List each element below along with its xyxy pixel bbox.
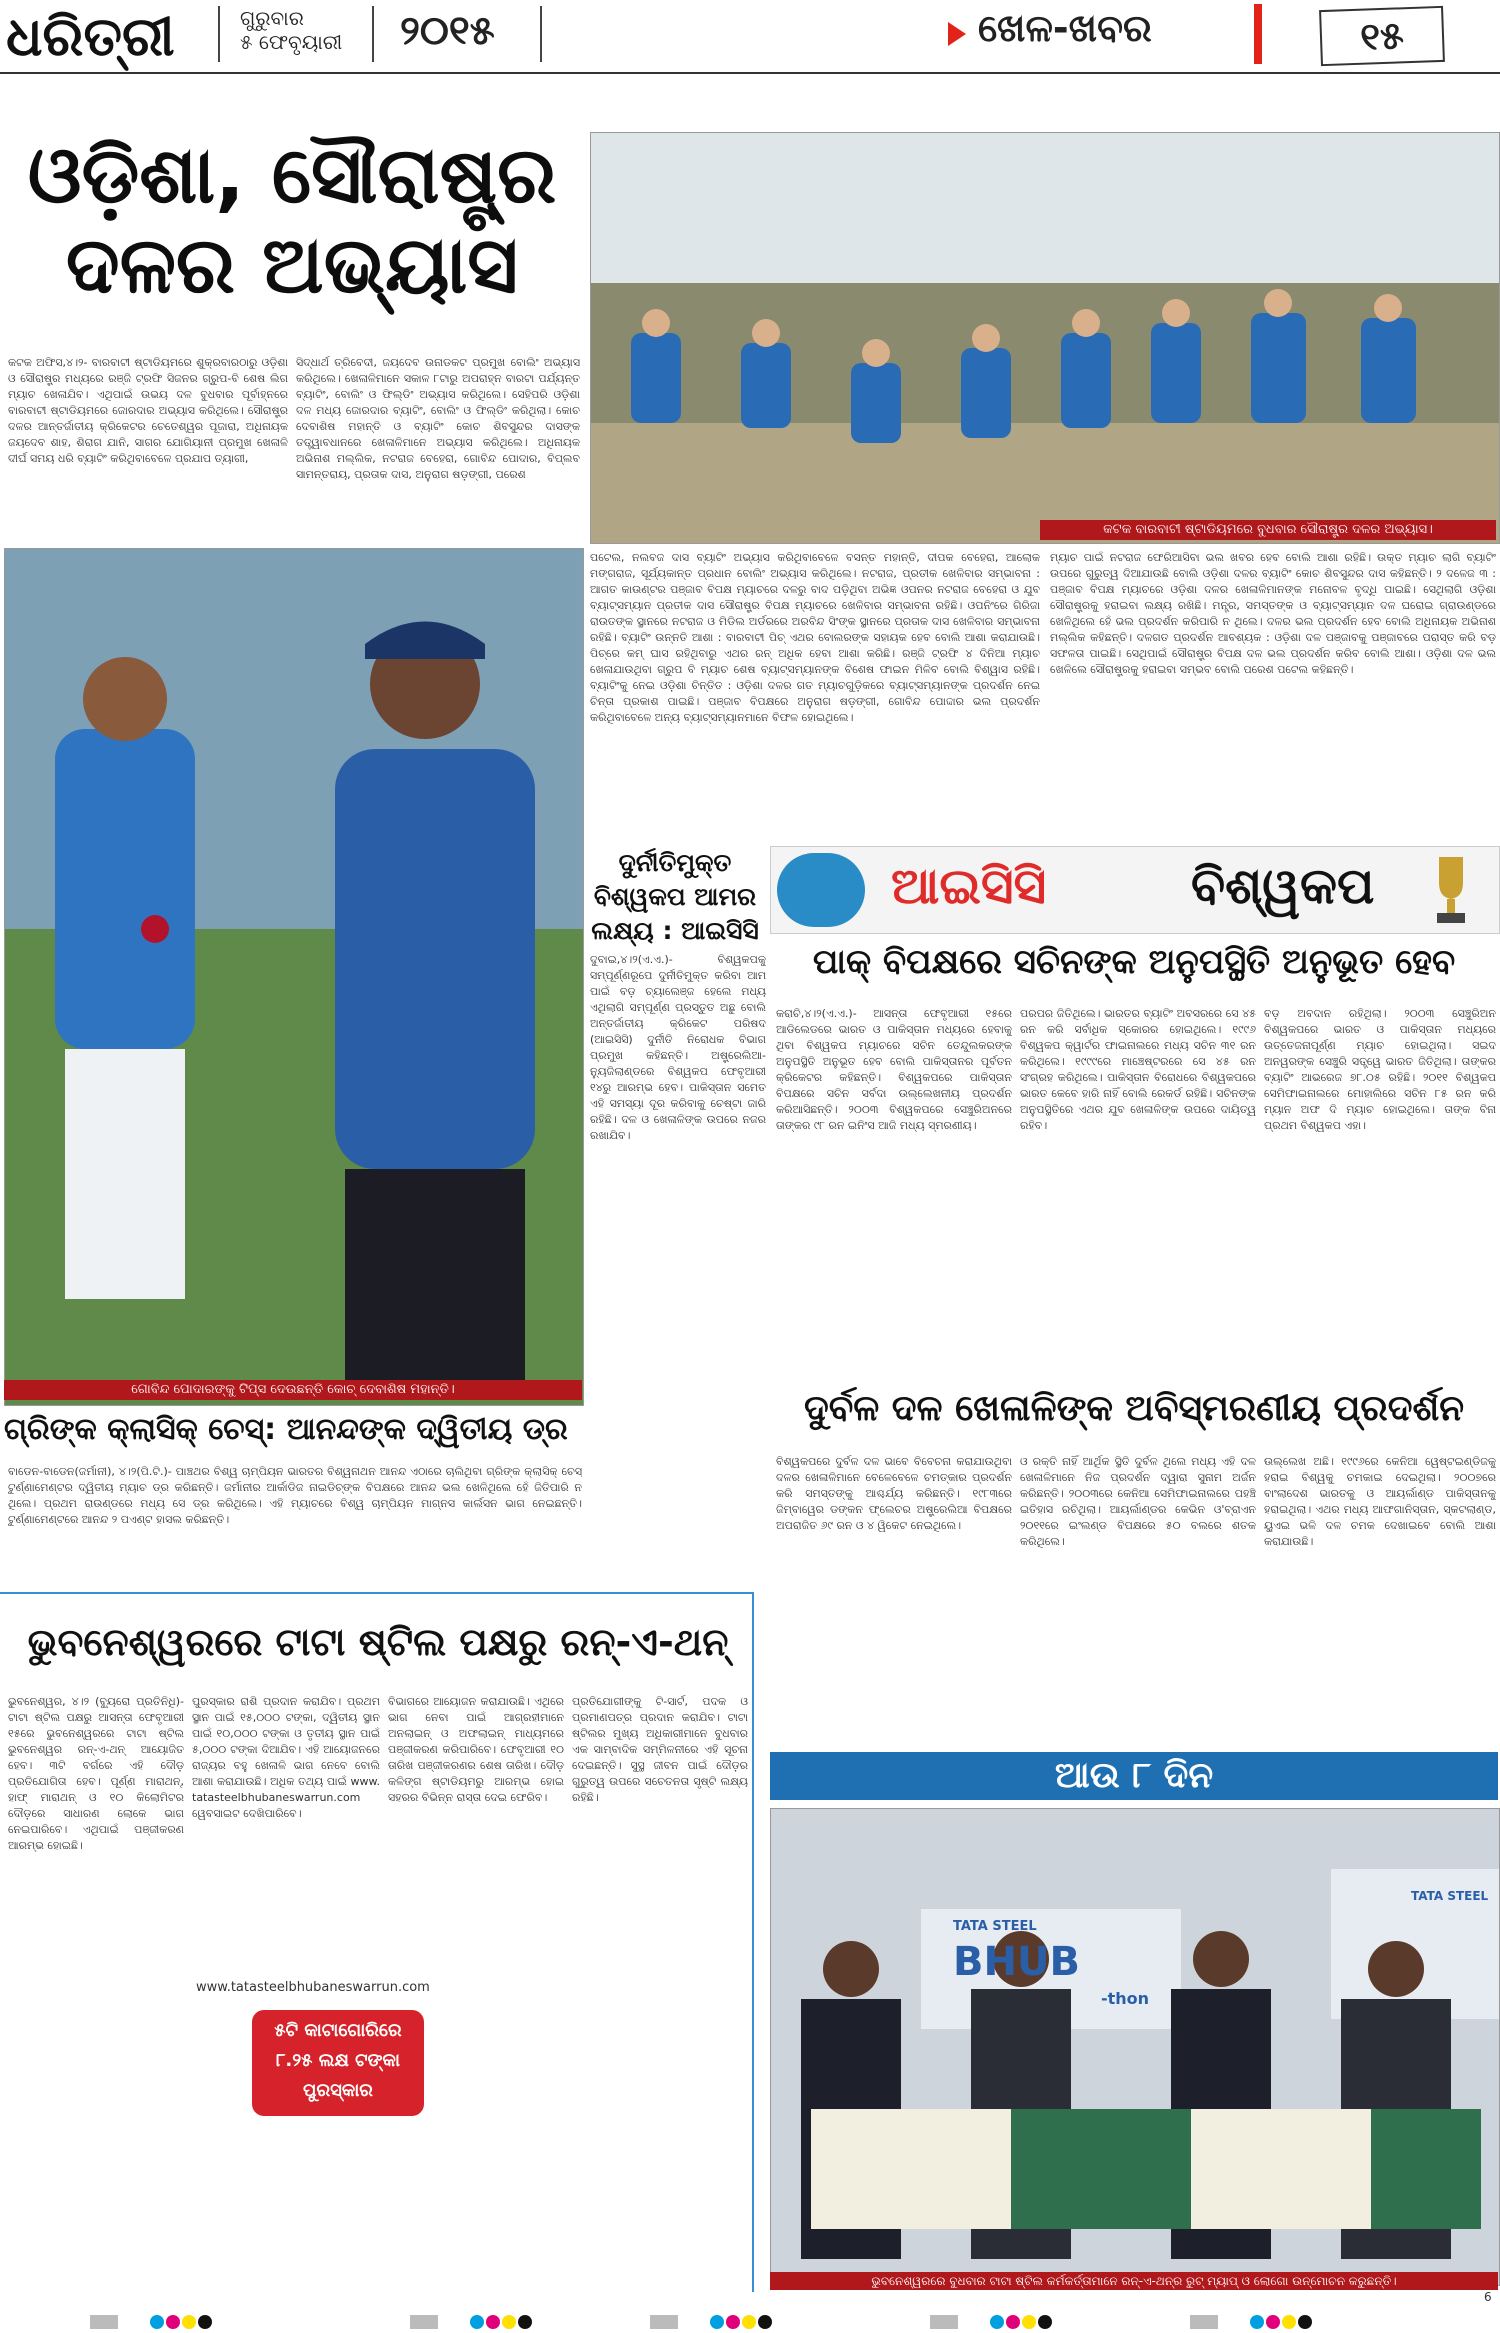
wc-article2-col3: ଉଲ୍ଲେଖ ଅଛି। ୧୯୯୬ରେ କେନିଆ ୱେଷ୍ଟଇଣ୍ଡିଜକୁ ହରାଇ ବିଶ୍ୱକୁ ଚମକାଇ ଦେଇଥିଲା। ୨୦୦୭ରେ ବାଂଲାଦେଶ ଭାରତକୁ ଓ ଆୟର୍ଲାଣ୍ଡ ପାକିସ୍ତାନକୁ ହରାଇଥିଲା। ଏଥର ମଧ୍ୟ ଆଫଗାନିସ୍ତାନ, ସ୍କଟଲାଣ୍ଡ, ୟୁଏଇ ଭଳି ଦଳ ଚମକ ଦେଖାଇବେ ବୋଲି ଆଶା କରାଯାଉଛି।	[1264, 1455, 1496, 1548]
newspaper-logo: ଧରିତ୍ରୀ	[6, 4, 175, 68]
story2-headline-line1: ଦୁର୍ନୀତିମୁକ୍ତ	[618, 848, 732, 877]
story2-headline-line2: ବିଶ୍ୱକପ ଆମର	[593, 882, 757, 911]
story1-headline-line1: ଓଡ଼ିଶା, ସୌରାଷ୍ଟ୍ର	[27, 131, 557, 221]
wc-banner-title1: ଆଇସିସି	[891, 857, 1047, 915]
color-dots	[150, 2314, 214, 2333]
section-title: ଖେଳ-ଖବର	[978, 6, 1152, 50]
event-banner-brand: TATA STEEL	[953, 1919, 1037, 1934]
coach-photo	[4, 548, 584, 1406]
event-photo-caption: ଭୁବନେଶ୍ୱରରେ ବୁଧବାର ଟାଟା ଷ୍ଟିଲ କର୍ମକର୍ତ୍ତାମାନେ ରନ୍-ଏ-ଥନ୍‌ର ରୁଟ୍ ମ୍ୟାପ୍ ଓ ଲୋଗୋ ଉନ୍ମୋଚନ କରୁଛନ୍ତି।	[770, 2272, 1498, 2290]
story4-frame-top	[0, 1592, 752, 1594]
registration-mark	[650, 2314, 684, 2333]
wc-countdown: ଆଉ ୮ ଦିନ	[770, 1752, 1498, 1800]
tata-steel-event-photo	[771, 1809, 1499, 2285]
registration-mark	[90, 2314, 124, 2333]
coach-player-photo	[5, 549, 583, 1405]
story3-headline: ଗ୍ରିଙ୍କ କ୍ଲାସିକ୍ ଚେସ୍: ଆନନ୍ଦଙ୍କ ଦ୍ୱିତୀୟ ଡ୍ର	[4, 1412, 568, 1447]
registration-mark	[930, 2314, 964, 2333]
masthead-divider	[218, 6, 220, 62]
masthead-divider	[540, 6, 542, 62]
story1-photo	[590, 132, 1500, 544]
wc-banner	[770, 846, 1500, 934]
wc-article1-col1: କରାଚି,୪।୨(ଏ.ଏ.)- ଆସନ୍ତା ଫେବୃଆରୀ ୧୫ରେ ଆଡିଲେଡରେ ଭାରତ ଓ ପାକିସ୍ତାନ ମଧ୍ୟରେ ହେବାକୁ ଥିବା ବିଶ୍ୱକପ ମ୍ୟାଚରେ ସଚିନ ତେନ୍ଦୁଲକରଙ୍କ ଅନୁପସ୍ଥିତି ଅନୁଭୂତ ହେବ ବୋଲି ପାକିସ୍ତାନର ପୂର୍ବତନ କ୍ରିକେଟର କହିଛନ୍ତି। ବିଶ୍ୱକପରେ ପାକିସ୍ତାନ ବିପକ୍ଷରେ ସଚିନ ସର୍ବଦା ଉଲ୍ଲେଖନୀୟ ପ୍ରଦର୍ଶନ କରିଆସିଛନ୍ତି। ୨୦୦୩ ବିଶ୍ୱକପରେ ସେଞ୍ଚୁରିଅନରେ ତାଙ୍କର ୯୮ ରନ ଇନିଂସ ଆଜି ମଧ୍ୟ ସ୍ମରଣୀୟ।	[776, 1007, 1012, 1132]
story4-col1: ଭୁବନେଶ୍ୱର, ୪।୨ (ବ୍ୟୁରୋ ପ୍ରତିନିଧି)- ଟାଟା ଷ୍ଟିଲ ପକ୍ଷରୁ ଆସନ୍ତା ଫେବୃଆରୀ ୧୫ରେ ଭୁବନେଶ୍ୱରରେ ଟାଟା ଷ୍ଟିଲ ଭୁବନେଶ୍ୱର ରନ୍-ଏ-ଥନ୍ ଆୟୋଜିତ ହେବ। ୩ଟି ବର୍ଗରେ ଏହି ଦୌଡ଼ ପ୍ରତିଯୋଗିତା ହେବ। ପୂର୍ଣ୍ଣ ମାରାଥନ୍, ହାଫ୍ ମାରାଥନ୍ ଓ ୧୦ କିଲୋମିଟର ଦୌଡ଼ରେ ସାଧାରଣ ଲୋକେ ଭାଗ ନେଇପାରିବେ। ଏଥିପାଇଁ ପଞ୍ଜୀକରଣ ଆରମ୍ଭ ହୋଇଛି।	[8, 1695, 184, 1852]
prize-callout-line1: ୫ଟି କାଟାଗୋରିରେ	[274, 2020, 402, 2041]
story1-col3: ପଟେଲ, ନଲବଜ ଦାସ ବ୍ୟାଟିଂ ଅଭ୍ୟାସ କରିଥିବାବେଳେ ବସନ୍ତ ମହାନ୍ତି, ଦୀପକ ବେହେରା, ଆଲୋକ ମଙ୍ଗରାଜ, ସୂର୍ଯ୍ୟକାନ୍ତ ପ୍ରଧାନ ବୋଲିଂ ଅଭ୍ୟାସ କରିଥିଲେ। ନଟରାଜ, ପ୍ରତୀକ ଖେଳିବାର ସମ୍ଭାବନା : ଆଗତ କାଉଣ୍ଟର ପଞ୍ଜାବ ବିପକ୍ଷ ମ୍ୟାଚରେ ଦଳରୁ ବାଦ ପଡ଼ିଥିବା ଅଭିଜ୍ଞ ଓପନର ନଟରାଜ ବେହେରା ଓ ଯୁବ ବ୍ୟାଟ୍ସମ୍ୟାନ ପ୍ରତୀକ ଦାସ ସୌରାଷ୍ଟ୍ର ବିପକ୍ଷ ମ୍ୟାଚରେ ଖେଳିବାର ସମ୍ଭାବନା ରହିଛି। ଓପନିଂରେ ଗିରିଜା ରାଉତଙ୍କ ସ୍ଥାନରେ ନଟରାଜ ଓ ମିଡିଲ ଅର୍ଡରରେ ଅରବିନ୍ଦ ସିଂଙ୍କ ସ୍ଥାନରେ ପ୍ରତାକ ଦାସ ଖେଳିବାର ସମ୍ଭାବନା ରହିଛି। ବ୍ୟାଟିଂ ଉନ୍ନତି ଆଶା : ବାରବାଟୀ ପିଚ୍ ଏଥର ବୋଲରଙ୍କ ସହାୟକ ହେବ ବୋଲି ଆଶା କରାଯାଉଛି। ପିଚ୍‌ରେ କମ୍ ଘାସ ରହିଥିବାରୁ ଏଥର ରନ୍ ଅଧିକ ହେବା ଆଶା କରିଛି। ରଞ୍ଜି ଟ୍ରଫି ୪ ଦିନିଆ ମ୍ୟାଚ ଖେଳାଯାଉଥିବା ଗ୍ରୁପ ବି ମ୍ୟାଚ ଶେଷ ବ୍ୟାଟ୍ସମ୍ୟାନଙ୍କ ବିଶେଷ ଫାଇନ ମିଳିବ ବୋଲି ବିଶ୍ୱାସ ରହିଛି। ବ୍ୟାଟିଂକୁ ନେଇ ଓଡ଼ିଶା ଚିନ୍ତିତ : ଓଡ଼ିଶା ଦଳର ଗତ ମ୍ୟାଚଗୁଡ଼ିକରେ ବ୍ୟାଟ୍ସମ୍ୟାନଙ୍କ ପ୍ରଦର୍ଶନ ନେଇ ଚିନ୍ତା ପ୍ରକାଶ ପାଇଛି। ପଞ୍ଜାବ ବିପକ୍ଷରେ ଅନୁରାଗ ଷଡ଼ଙ୍ଗୀ, ଗୋବିନ୍ଦ ପୋଦ୍ଦାର ଭଲ ପ୍ରଦର୍ଶନ କରିଥିବାବେଳେ ଅନ୍ୟ ବ୍ୟାଟ୍ସମ୍ୟାନମାନେ ବିଫଳ ହୋଇଥିଲେ।	[590, 551, 1040, 724]
story1-col4: ମ୍ୟାଚ ପାଇଁ ନଟରାଜ ଫେରିଆସିବା ଭଲ ଖବର ହେବ ବୋଲି ଆଶା ରହିଛି। ଉକ୍ତ ମ୍ୟାଚ ଲାଗି ବ୍ୟାଟିଂ ଉପରେ ଗୁରୁତ୍ୱ ଦିଆଯାଉଛି ବୋଲି ଓଡ଼ିଶା ଦଳର ବ୍ୟାଟିଂ କୋଚ ଶିବସୁନ୍ଦର ଦାସ କହିଛନ୍ତି। ୨ ଦଳେଜ ୩ : ପଞ୍ଜାବ ବିପକ୍ଷ ମ୍ୟାଚରେ ଓଡ଼ିଶା ଦଳର ଖେଳାଳିମାନଙ୍କ ମନୋବଳ ବୃଦ୍ଧି ପାଇଛି। ସେଥିଲାଗି ଓଡ଼ିଶା ସୌରାଷ୍ଟ୍ରକୁ ହରାଇବା ଲକ୍ଷ୍ୟ ରଖିଛି। ମନ୍ତ୍ର, ସମସ୍ତଙ୍କ ଓ ବ୍ୟାଟ୍ସମ୍ୟାନ ଦଳ ଘରୋଇ ଗ୍ରାଉଣ୍ଡରେ ଖେଳିଥିଲେ ହେଁ ଭଲ ପ୍ରଦର୍ଶନ କରିପାରି ନ ଥିଲେ। ଦଳର ଭଲ ପ୍ରଦର୍ଶନ ହେବ ବୋଲି ଅଧିନାୟକ ଅଭିନାଶ ମଲ୍ଲିକ କହିଛନ୍ତି। ଦଳଗତ ପ୍ରଦର୍ଶନ ଆବଶ୍ୟକ : ଓଡ଼ିଶା ଦଳ ପଞ୍ଜାବକୁ ପଞ୍ଜାବରେ ପରାସ୍ତ କରି ବଡ଼ ସଫଳତା ପାଇଛି। ସେଥିପାଇଁ ସୌରାଷ୍ଟ୍ର ବିପକ୍ଷ ଦଳ ଭଲ ପ୍ରଦର୍ଶନ କରିବ ବୋଲି ଆଶା। ଓଡ଼ିଶା ଦଳ ଭଲ ଖେଳିଲେ ସୌରାଷ୍ଟ୍ରକୁ ହରାଇବା ସମ୍ଭବ ବୋଲି ପରେଶ ପଟେଲ କହିଛନ୍ତି।	[1050, 551, 1496, 676]
masthead-date	[240, 6, 342, 54]
wc-article1-col3: ବଡ଼ ଅବଦାନ ରହିଥିଲା। ୨୦୦୩ ସେଞ୍ଚୁରିଅନ ବିଶ୍ୱକପରେ ଭାରତ ଓ ପାକିସ୍ତାନ ମଧ୍ୟରେ ଉତ୍ତେଜନାପୂର୍ଣ୍ଣ ମ୍ୟାଚ ହୋଇଥିଲା। ସଇଦ ଅନୱରଙ୍କ ସେଞ୍ଚୁରି ସତ୍ତ୍ୱେ ଭାରତ ଜିତିଥିଲା। ତାଙ୍କର ବ୍ୟାଟିଂ ଆଭରେଜ ୭୮.୦୫ ରହିଛି। ୨୦୧୧ ବିଶ୍ୱକପ ସେମିଫାଇନାଲରେ ମୋହାଲିରେ ସଚିନ ୮୫ ରନ କରି ମ୍ୟାନ ଅଫ ଦି ମ୍ୟାଚ ହୋଇଥିଲେ। ତାଙ୍କ ବିନା ପ୍ରଥମ ବିଶ୍ୱକପ ଏହା।	[1264, 1007, 1496, 1132]
wc-article2-col1: ବିଶ୍ୱକପରେ ଦୁର୍ବଳ ଦଳ ଭାବେ ବିବେଚନା କରାଯାଉଥିବା ଦଳର ଖେଳାଳିମାନେ ବେଳେବେଳେ ଚମତ୍କାର ପ୍ରଦର୍ଶନ କରି ସମସ୍ତଙ୍କୁ ଆଶ୍ଚର୍ଯ୍ୟ କରିଛନ୍ତି। ୧୯୮୩ରେ ଜିମ୍ବାୱେର ଡଙ୍କନ ଫ୍ଲେଚର ଅଷ୍ଟ୍ରେଲିଆ ବିପକ୍ଷରେ ଅପରାଜିତ ୬୯ ରନ ଓ ୪ ୱିକେଟ ନେଇଥିଲେ।	[776, 1455, 1012, 1532]
story1-photo-caption: କଟକ ବାରବାଟୀ ଷ୍ଟାଡିୟମରେ ବୁଧବାର ସୌରାଷ୍ଟ୍ର ଦଳର ଅଭ୍ୟାସ।	[1040, 520, 1496, 540]
footer-page-number: 6	[1484, 2290, 1492, 2304]
wc-article1-col2: ପରପର ଜିତିଥିଲେ। ଭାରତର ବ୍ୟାଟିଂ ଅବସରରେ ସେ ୪୫ ରନ କରି ସର୍ବାଧିକ ସ୍କୋରର ହୋଇଥିଲେ। ୧୯୯୬ ବିଶ୍ୱକପ କ୍ୱାର୍ଟର ଫାଇନାଲରେ ମଧ୍ୟ ସଚିନ ୩୧ ରନ କରିଥିଲେ। ୧୯୯୯ରେ ମାଞ୍ଚେଷ୍ଟରରେ ସେ ୪୫ ରନ ସଂଗ୍ରହ କରିଥିଲେ। ପାକିସ୍ତାନ ବିରୋଧରେ ବିଶ୍ୱକପରେ ଭାରତ କେବେ ହାରି ନାହିଁ ବୋଲି ରେକର୍ଡ ରହିଛି। ସଚିନଙ୍କ ଅନୁପସ୍ଥିତିରେ ଏଥର ଯୁବ ଖେଳାଳିଙ୍କ ଉପରେ ଦାୟିତ୍ୱ ରହିବ।	[1020, 1007, 1256, 1132]
story1-col1: କଟକ ଅଫିସ,୪।୨- ବାରବାଟୀ ଷ୍ଟାଡିୟମରେ ଶୁକ୍ରବାରଠାରୁ ଓଡ଼ିଶା ଓ ସୌରାଷ୍ଟ୍ର ମଧ୍ୟରେ ରଞ୍ଜି ଟ୍ରଫି ସିଜନର ଗ୍ରୁପ-ବି ଶେଷ ଲିଗ ମ୍ୟାଚ ଖେଳାଯିବ। ଏଥିପାଇଁ ଉଭୟ ଦଳ ବୁଧବାର ପୂର୍ବାହ୍ନରେ ବାରବାଟୀ ଷ୍ଟାଡିୟମରେ ଜୋରଦାର ଅଭ୍ୟାସ କରିଥିଲେ। ସୌରାଷ୍ଟ୍ର ଦଳର ଆନ୍ତର୍ଜାତୀୟ କ୍ରିକେଟର ଚେତେଶ୍ୱର ପୂଜାରା, ଅଧିନାୟକ ଜୟଦେବ ଶାହ, ଶିରାଗ ଯାନି, ସାଗର ଯୋଗିୟାନୀ ପ୍ରମୁଖ ଖେଳାଳି ଦୀର୍ଘ ସମୟ ଧରି ବ୍ୟାଟିଂ କରିଥିବାବେଳେ ପ୍ରଯାପ ତ୍ୟାଗୀ,	[8, 356, 288, 465]
story4-col3: ବିଭାଗରେ ଆୟୋଜନ କରାଯାଉଛି। ଏଥିରେ ଭାଗ ନେବା ପାଇଁ ଆଗ୍ରହୀମାନେ ଅନଲାଇନ୍ ଓ ଅଫଲାଇନ୍ ମାଧ୍ୟମରେ ପଞ୍ଜୀକରଣ କରିପାରିବେ। ଫେବୃଆରୀ ୧୦ ତାରିଖ ପଞ୍ଜୀକରଣର ଶେଷ ତାରିଖ। ଦୌଡ଼ କଳିଙ୍ଗ ଷ୍ଟାଡିୟମରୁ ଆରମ୍ଭ ହୋଇ ସହରର ବିଭିନ୍ନ ରାସ୍ତା ଦେଇ ଫେରିବ।	[388, 1695, 564, 1804]
story4-headline: ଭୁବନେଶ୍ୱରରେ ଟାଟା ଷ୍ଟିଲ ପକ୍ଷରୁ ରନ୍-ଏ-ଥନ୍	[27, 1620, 729, 1664]
story3-body: ବାଡେନ-ବାଡେନ(ଜର୍ମାନୀ), ୪।୨(ପି.ଟି.)- ପାଞ୍ଚଥର ବିଶ୍ୱ ଚାମ୍ପିୟନ ଭାରତର ବିଶ୍ୱନାଥନ ଆନନ୍ଦ ଏଠାରେ ଚାଲିଥିବା ଗ୍ରିଙ୍କ କ୍ଲାସିକ୍ ଚେସ୍ ଟୁର୍ଣ୍ଣାମେଣ୍ଟର ଦ୍ୱିତୀୟ ମ୍ୟାଚ ଡ୍ର କରିଛନ୍ତି। ଜର୍ମାନୀର ଆର୍କାଡିଜ ନାଇଡିଚ୍‌ଙ୍କ ବିପକ୍ଷରେ ଆନନ୍ଦ ଭଲ ଖେଳିଥିଲେ ହେଁ ଜିତିପାରି ନ ଥିଲେ। ପ୍ରଥମ ରାଉଣ୍ଡରେ ମଧ୍ୟ ସେ ଡ୍ର କରିଥିଲେ। ଏହି ମ୍ୟାଚରେ ବିଶ୍ୱ ଚାମ୍ପିୟନ ମାଗ୍ନସ କାର୍ଲସନ ଭାଗ ନେଇଛନ୍ତି। ଟୁର୍ଣ୍ଣାମେଣ୍ଟରେ ଆନନ୍ଦ ୨ ପଏଣ୍ଟ ହାସଲ କରିଛନ୍ତି।	[8, 1465, 582, 1526]
masthead-day: ଗୁରୁବାର	[240, 6, 304, 30]
coach-photo-caption: ଗୋବିନ୍ଦ ପୋଦାରଙ୍କୁ ଟିପ୍ସ ଦେଉଛନ୍ତି କୋଚ୍ ଦେବାଶିଷ ମହାନ୍ତି।	[4, 1380, 582, 1400]
masthead	[0, 0, 1500, 70]
registration-mark	[1190, 2314, 1224, 2333]
color-dots	[470, 2314, 534, 2333]
story1-headline-line2: ଦଳର ଅଭ୍ୟାସ	[65, 220, 519, 311]
masthead-divider	[372, 6, 374, 62]
wc-article2-col2: ଓ ରକ୍ତି ନାହିଁ ଆର୍ଥିକ ସ୍ଥିତି ଦୁର୍ବଳ ଥିଲେ ମଧ୍ୟ ଏହି ଦଳ ଖେଳାଳିମାନେ ନିଜ ପ୍ରଦର୍ଶନ ଦ୍ୱାରା ସୁନାମ ଅର୍ଜନ କରିଛନ୍ତି। ୨୦୦୩ରେ କେନିଆ ସେମିଫାଇନାଲରେ ପହଞ୍ଚି ଇତିହାସ ରଚିଥିଲା। ଆୟର୍ଲାଣ୍ଡର କେଭିନ ଓ'ବ୍ରାଏନ ୨୦୧୧ରେ ଇଂଲଣ୍ଡ ବିପକ୍ଷରେ ୫୦ ବଲରେ ଶତକ କରିଥିଲେ।	[1020, 1455, 1256, 1548]
trophy-icon	[1421, 853, 1481, 927]
masthead-date-text: ୫ ଫେବୃୟାରୀ	[240, 30, 343, 54]
cricket-practice-photo	[591, 133, 1499, 543]
registration-mark	[410, 2314, 444, 2333]
story4-col2: ପୁରସ୍କାର ରାଶି ପ୍ରଦାନ କରାଯିବ। ପ୍ରଥମ ସ୍ଥାନ ପାଇଁ ୧୫,୦୦୦ ଟଙ୍କା, ଦ୍ୱିତୀୟ ସ୍ଥାନ ପାଇଁ ୧୦,୦୦୦ ଟଙ୍କା ଓ ତୃତୀୟ ସ୍ଥାନ ପାଇଁ ୫,୦୦୦ ଟଙ୍କା ଦିଆଯିବ। ଏହି ଆୟୋଜନରେ ରାଜ୍ୟର ବହୁ ଖେଳାଳି ଭାଗ ନେବେ ବୋଲି ଆଶା କରାଯାଉଛି। ଅଧିକ ତଥ୍ୟ ପାଇଁ www. tatasteelbhubaneswarrun.com ୱେବସାଇଟ ଦେଖିପାରିବେ।	[192, 1695, 380, 1820]
wc-banner-title2: ବିଶ୍ୱକପ	[1191, 857, 1375, 915]
play-icon	[948, 22, 966, 46]
prize-callout-line3: ପୁରସ୍କାର	[303, 2080, 373, 2101]
color-dots	[1250, 2314, 1314, 2333]
prize-callout-line2: ୮.୨୫ ଲକ୍ଷ ଟଙ୍କା	[276, 2050, 400, 2071]
section-accent-bar	[1254, 4, 1262, 64]
print-registration-marks	[0, 2310, 1500, 2332]
page-number: ୧୫	[1319, 6, 1445, 66]
story2-headline-line3: ଲକ୍ଷ୍ୟ : ଆଇସିସି	[591, 916, 759, 945]
prize-callout	[252, 2010, 424, 2116]
story1-headline	[0, 132, 584, 311]
story4-url: www.tatasteelbhubaneswarrun.com	[196, 1980, 430, 1995]
wc-headline1: ପାକ୍ ବିପକ୍ଷରେ ସଚିନଙ୍କ ଅନୁପସ୍ଥିତି ଅନୁଭୂତ ହେବ	[812, 942, 1456, 982]
event-photo	[770, 1808, 1500, 2286]
story1-col2: ସିଦ୍ଧାର୍ଥ ତ୍ରିବେଦୀ, ଜୟଦେବ ଉନାଡକଟ ପ୍ରମୁଖ ବୋଲିଂ ଅଭ୍ୟାସ କରିଥିଲେ। ଖେଳାଳିମାନେ ସକାଳ ୮ଟାରୁ ଅପରାହ୍ନ ବାରଟା ପର୍ଯ୍ୟନ୍ତ ବ୍ୟାଟିଂ, ବୋଲିଂ ଓ ଫିଲ୍ଡିଂ ଅଭ୍ୟାସ କରିଥିଲେ। ସେହିପରି ଓଡ଼ିଶା ଦଳ ମଧ୍ୟ ଜୋରଦାର ବ୍ୟାଟିଂ, ବୋଲିଂ ଓ ଫିଲ୍ଡିଂ କରିଥିଲା। କୋଚ ଦେବାଶିଷ ମହାନ୍ତି ଓ ବ୍ୟାଟିଂ କୋଚ ଶିବସୁନ୍ଦର ଦାସଙ୍କ ତତ୍ତ୍ୱାବଧାନରେ ଖେଳାଳିମାନେ ଅଭ୍ୟାସ କରିଥିଲେ। ଅଧିନାୟକ ଅଭିନାଶ ମଲ୍ଲିକ, ନଟରାଜ ବେହେରା, ଗୋବିନ୍ଦ ପୋଦାର, ବିପ୍ଲବ ସାମନ୍ତରାୟ, ପ୍ରତାକ ଦାସ, ଅନୁରାଗ ଷଡ଼ଙ୍ଗୀ, ପରେଶ	[296, 356, 580, 481]
tata-steel-logo-text: TATA STEEL	[1411, 1889, 1489, 1903]
story4-frame-right	[752, 1592, 754, 2292]
color-dots	[990, 2314, 1054, 2333]
story4-col4: ପ୍ରତିଯୋଗୀଙ୍କୁ ଟି-ସାର୍ଟ, ପଦକ ଓ ପ୍ରମାଣପତ୍ର ପ୍ରଦାନ କରାଯିବ। ଟାଟା ଷ୍ଟିଲର ମୁଖ୍ୟ ଅଧିକାରୀମାନେ ବୁଧବାର ଏକ ସାମ୍ବାଦିକ ସମ୍ମିଳନୀରେ ଏହି ସୂଚନା ଦେଇଛନ୍ତି। ସୁସ୍ଥ ଜୀବନ ପାଇଁ ଦୌଡ଼ର ଗୁରୁତ୍ୱ ଉପରେ ସଚେତନତା ସୃଷ୍ଟି ଲକ୍ଷ୍ୟ ରହିଛି।	[572, 1695, 748, 1804]
icc-logo-icon	[777, 853, 865, 927]
event-banner-text2: -thon	[1101, 1989, 1150, 2008]
color-dots	[710, 2314, 774, 2333]
story2-body: ଦୁବାଇ,୪।୨(ଏ.ଏ.)- ବିଶ୍ୱକପକୁ ସମ୍ପୂର୍ଣ୍ଣରୂପେ ଦୁର୍ନୀତିମୁକ୍ତ କରିବା ଆମ ପାଇଁ ବଡ଼ ଚ୍ୟାଲେଞ୍ଜ ହେଲେ ମଧ୍ୟ ଏଥିଲାଗି ସମ୍ପୂର୍ଣ୍ଣ ପ୍ରସ୍ତୁତ ଅଛୁ ବୋଲି ଅନ୍ତର୍ଜାତୀୟ କ୍ରିକେଟ ପରିଷଦ (ଆଇସିସି) ଦୁର୍ନୀତି ନିରୋଧକ ବିଭାଗ ପ୍ରମୁଖ କହିଛନ୍ତି। ଅଷ୍ଟ୍ରେଲିଆ-ନ୍ୟୁଜିଲାଣ୍ଡରେ ବିଶ୍ୱକପ ଫେବୃଆରୀ ୧୪ରୁ ଆରମ୍ଭ ହେବ। ପାକିସ୍ତାନ ସମେତ ଏହି ସମସ୍ୟା ଦୂର କରିବାକୁ ଚେଷ୍ଟା ଜାରି ରହିଛି। ଦଳ ଓ ଖେଳାଳିଙ୍କ ଉପରେ ନଜର ରଖାଯିବ।	[590, 953, 766, 1142]
story2-headline	[586, 846, 764, 948]
masthead-rule	[0, 72, 1500, 74]
event-banner-text1: BHUB	[953, 1939, 1080, 1985]
wc-headline2: ଦୁର୍ବଳ ଦଳ ଖେଳାଳିଙ୍କ ଅବିସ୍ମରଣୀୟ ପ୍ରଦର୍ଶନ	[803, 1388, 1465, 1429]
masthead-year: ୨୦୧୫	[400, 8, 495, 54]
